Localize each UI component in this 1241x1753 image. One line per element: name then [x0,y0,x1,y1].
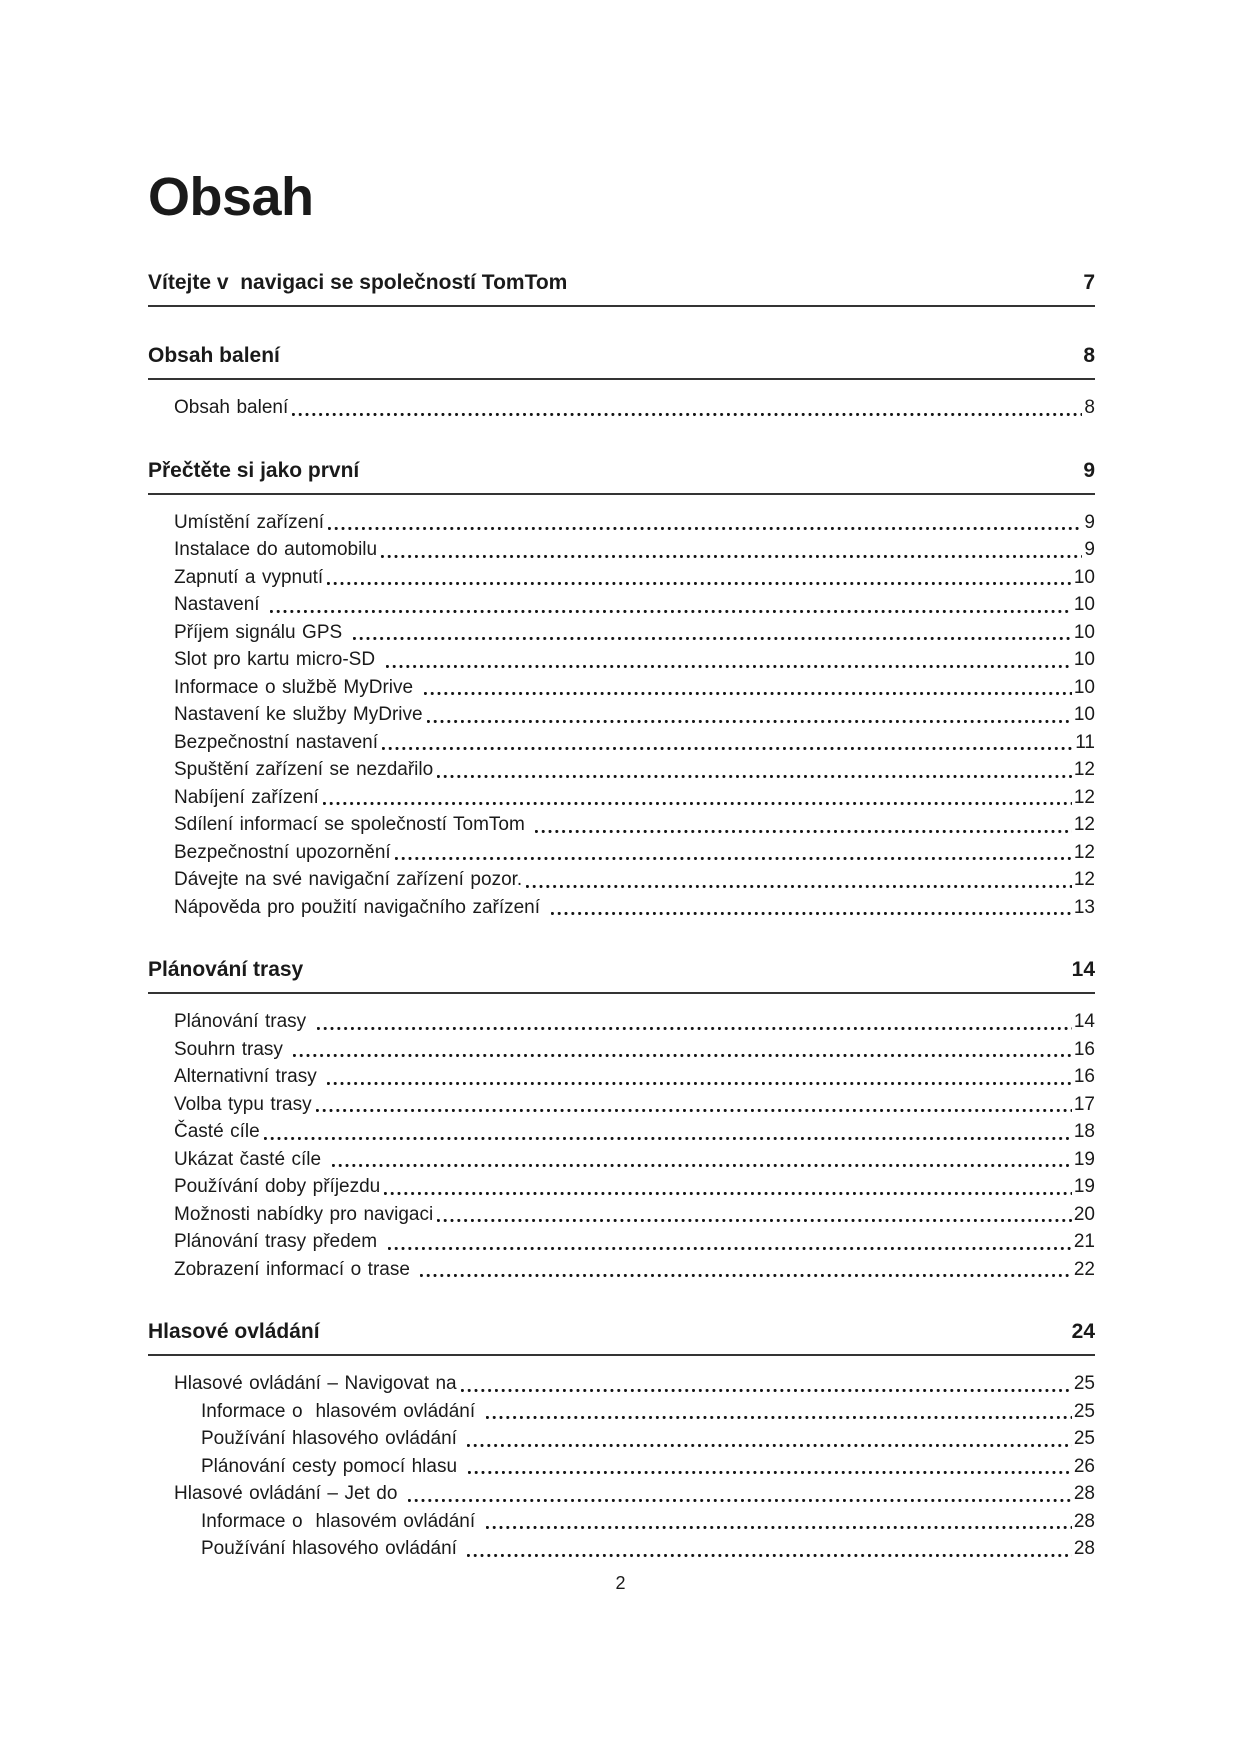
toc-sections [148,270,1095,1563]
toc-entry[interactable] [174,674,1095,702]
toc-entry-label: Bezpečnostní upozornění [174,841,391,863]
section-header-row[interactable] [148,458,1095,495]
section-title: Hlasové ovládání [148,1320,320,1343]
toc-entry[interactable] [174,509,1095,537]
section-entry-list [148,394,1095,422]
toc-entry-label: Hlasové ovládání – Navigovat na [174,1373,457,1394]
toc-entry[interactable] [174,1173,1095,1201]
dot-leader [408,1480,1072,1508]
section-page-number: 14 [1071,958,1095,981]
toc-entry-label: Plánování trasy [174,1011,313,1032]
toc-entry-label: Umístění zařízení [174,511,325,533]
section-page-number: 9 [1083,458,1095,482]
toc-entry-page-number: 12 [1073,841,1095,863]
dot-leader [293,1036,1071,1064]
section-title: Přečtěte si jako první [148,458,360,482]
dot-leader [420,1256,1071,1284]
toc-entry[interactable] [174,1425,1095,1453]
toc-entry-page-number: 16 [1073,1038,1095,1060]
dot-leader [327,564,1072,592]
toc-entry-label: Ukázat časté cíle [174,1148,328,1170]
section-entry-list [148,1370,1095,1563]
toc-entry[interactable] [174,1256,1095,1284]
section-entry-list [148,509,1095,922]
toc-entry[interactable] [174,564,1095,592]
toc-entry-page-number: 10 [1073,594,1095,615]
toc-entry-label: Nastavení ke služby MyDrive [174,704,423,725]
toc-entry-page-number: 11 [1075,731,1095,753]
toc-entry-label: Bezpečnostní nastavení [174,731,379,753]
dot-leader [486,1398,1072,1426]
toc-section [148,458,1095,922]
dot-leader [327,1063,1072,1091]
toc-entry[interactable] [174,1370,1095,1398]
toc-entry[interactable] [174,1508,1095,1536]
dot-leader [317,1008,1072,1036]
toc-entry-label: Informace o službě MyDrive [174,676,420,698]
toc-entry-page-number: 22 [1073,1258,1095,1280]
toc-entry[interactable] [174,619,1095,647]
toc-entry[interactable] [174,1398,1095,1426]
toc-entry-page-number: 16 [1073,1066,1095,1087]
dot-leader [437,1201,1072,1229]
toc-entry-page-number: 18 [1073,1121,1095,1142]
toc-entry[interactable] [174,1118,1095,1146]
toc-entry[interactable] [174,1453,1095,1481]
section-entry-list [148,1008,1095,1283]
toc-entry[interactable] [174,756,1095,784]
toc-entry-label: Alternativní trasy [174,1066,324,1087]
dot-leader [486,1508,1072,1536]
dot-leader [386,646,1072,674]
toc-entry-label: Časté cíle [174,1121,260,1142]
toc-entry-page-number: 10 [1073,566,1095,588]
toc-entry[interactable] [174,536,1095,564]
toc-entry-page-number: 8 [1084,397,1095,418]
toc-entry-page-number: 14 [1073,1011,1095,1032]
dot-leader [467,1425,1071,1453]
dot-leader [424,674,1072,702]
toc-entry-label: Spuštění zařízení se nezdařilo [174,759,434,780]
dot-leader [316,1091,1072,1119]
dot-leader [332,1146,1072,1174]
section-title: Plánování trasy [148,958,304,981]
toc-entry-page-number: 20 [1073,1203,1095,1225]
dot-leader [292,394,1082,422]
toc-section [148,270,1095,307]
toc-section [148,957,1095,1283]
toc-entry-page-number: 26 [1073,1455,1095,1477]
toc-entry-page-number: 12 [1073,869,1095,890]
section-page-number: 24 [1071,1320,1095,1343]
toc-entry-label: Zobrazení informací o trase [174,1258,417,1280]
toc-entry-page-number: 28 [1073,1483,1095,1504]
toc-entry[interactable] [174,1480,1095,1508]
toc-entry-label: Příjem signálu GPS [174,621,349,643]
toc-entry-label: Dávejte na své navigační zařízení pozor. [174,869,523,890]
toc-entry[interactable] [174,784,1095,812]
section-page-number: 7 [1083,271,1095,294]
toc-entry-page-number: 10 [1073,649,1095,670]
toc-entry-page-number: 13 [1073,896,1095,918]
dot-leader [526,866,1072,894]
section-header-row[interactable] [148,1319,1095,1356]
toc-entry-page-number: 25 [1073,1428,1095,1449]
toc-entry-label: Zapnutí a vypnutí [174,566,324,588]
page-title: Obsah [148,167,314,227]
toc-entry-label: Plánování trasy předem [174,1231,384,1252]
toc-entry-label: Plánování cesty pomocí hlasu [201,1455,464,1477]
toc-entry-label: Nastavení [174,594,267,615]
toc-entry-page-number: 9 [1084,511,1095,533]
dot-leader [395,839,1072,867]
toc-entry[interactable] [174,394,1095,422]
toc-entry-page-number: 25 [1073,1400,1095,1422]
toc-entry-label: Volba typu trasy [174,1093,312,1115]
toc-entry-page-number: 10 [1073,676,1095,698]
toc-entry-page-number: 17 [1073,1093,1095,1115]
toc-entry-label: Souhrn trasy [174,1038,290,1060]
toc-page-content [148,0,1095,1563]
section-header-row[interactable] [148,343,1095,380]
toc-entry[interactable] [174,866,1095,894]
toc-entry-page-number: 19 [1073,1148,1095,1170]
section-page-number: 8 [1083,344,1095,367]
dot-leader [427,701,1072,729]
section-title: Obsah balení [148,344,280,367]
toc-entry-page-number: 12 [1073,814,1095,835]
dot-leader [467,1535,1071,1563]
toc-entry-label: Sdílení informací se společností TomTom [174,814,532,835]
dot-leader [461,1370,1072,1398]
toc-entry-label: Hlasové ovládání – Jet do [174,1483,404,1504]
toc-entry-label: Obsah balení [174,397,289,418]
dot-leader [384,1173,1072,1201]
toc-entry-label: Používání hlasového ovládání [201,1428,464,1449]
toc-entry[interactable] [174,1201,1095,1229]
section-header-row[interactable] [148,270,1095,307]
toc-entry[interactable] [174,1535,1095,1563]
dot-leader [328,509,1082,537]
toc-entry[interactable] [174,839,1095,867]
toc-entry-page-number: 28 [1073,1510,1095,1532]
dot-leader [323,784,1072,812]
dot-leader [551,894,1072,922]
footer-page-number: 2 [615,1573,626,1593]
toc-section [148,1319,1095,1563]
dot-leader [381,536,1082,564]
dot-leader [382,729,1073,757]
toc-entry[interactable] [174,1036,1095,1064]
toc-entry-page-number: 10 [1073,704,1095,725]
toc-entry[interactable] [174,701,1095,729]
toc-entry-label: Používání doby příjezdu [174,1176,381,1197]
section-header-row[interactable] [148,957,1095,994]
toc-entry[interactable] [174,1091,1095,1119]
toc-entry-page-number: 19 [1073,1176,1095,1197]
toc-entry[interactable] [174,591,1095,619]
dot-leader [468,1453,1072,1481]
toc-entry-page-number: 25 [1073,1373,1095,1394]
toc-entry[interactable] [174,1146,1095,1174]
dot-leader [535,811,1072,839]
toc-entry-label: Informace o hlasovém ovládání [201,1400,482,1422]
toc-entry-label: Instalace do automobilu [174,539,378,560]
toc-entry[interactable] [174,1008,1095,1036]
toc-entry-label: Nápověda pro použití navigačního zařízení [174,896,547,918]
toc-entry[interactable] [174,811,1095,839]
toc-entry[interactable] [174,1228,1095,1256]
toc-entry-page-number: 9 [1084,539,1095,560]
toc-entry[interactable] [174,729,1095,757]
section-title: Vítejte v navigaci se společností TomTom [148,271,568,294]
toc-entry-label: Možnosti nabídky pro navigaci [174,1203,434,1225]
toc-entry-label: Používání hlasového ovládání [201,1538,464,1559]
dot-leader [353,619,1072,647]
dot-leader [270,591,1072,619]
toc-entry-page-number: 12 [1073,759,1095,780]
toc-section [148,343,1095,422]
toc-entry[interactable] [174,646,1095,674]
toc-entry-label: Slot pro kartu micro-SD [174,649,382,670]
toc-entry-label: Nabíjení zařízení [174,786,319,808]
toc-entry-label: Informace o hlasovém ovládání [201,1510,482,1532]
dot-leader [437,756,1072,784]
toc-entry-page-number: 21 [1073,1231,1095,1252]
dot-leader [388,1228,1072,1256]
toc-entry-page-number: 28 [1073,1538,1095,1559]
toc-entry[interactable] [174,1063,1095,1091]
dot-leader [264,1118,1072,1146]
toc-entry[interactable] [174,894,1095,922]
toc-entry-page-number: 10 [1073,621,1095,643]
toc-entry-page-number: 12 [1073,786,1095,808]
